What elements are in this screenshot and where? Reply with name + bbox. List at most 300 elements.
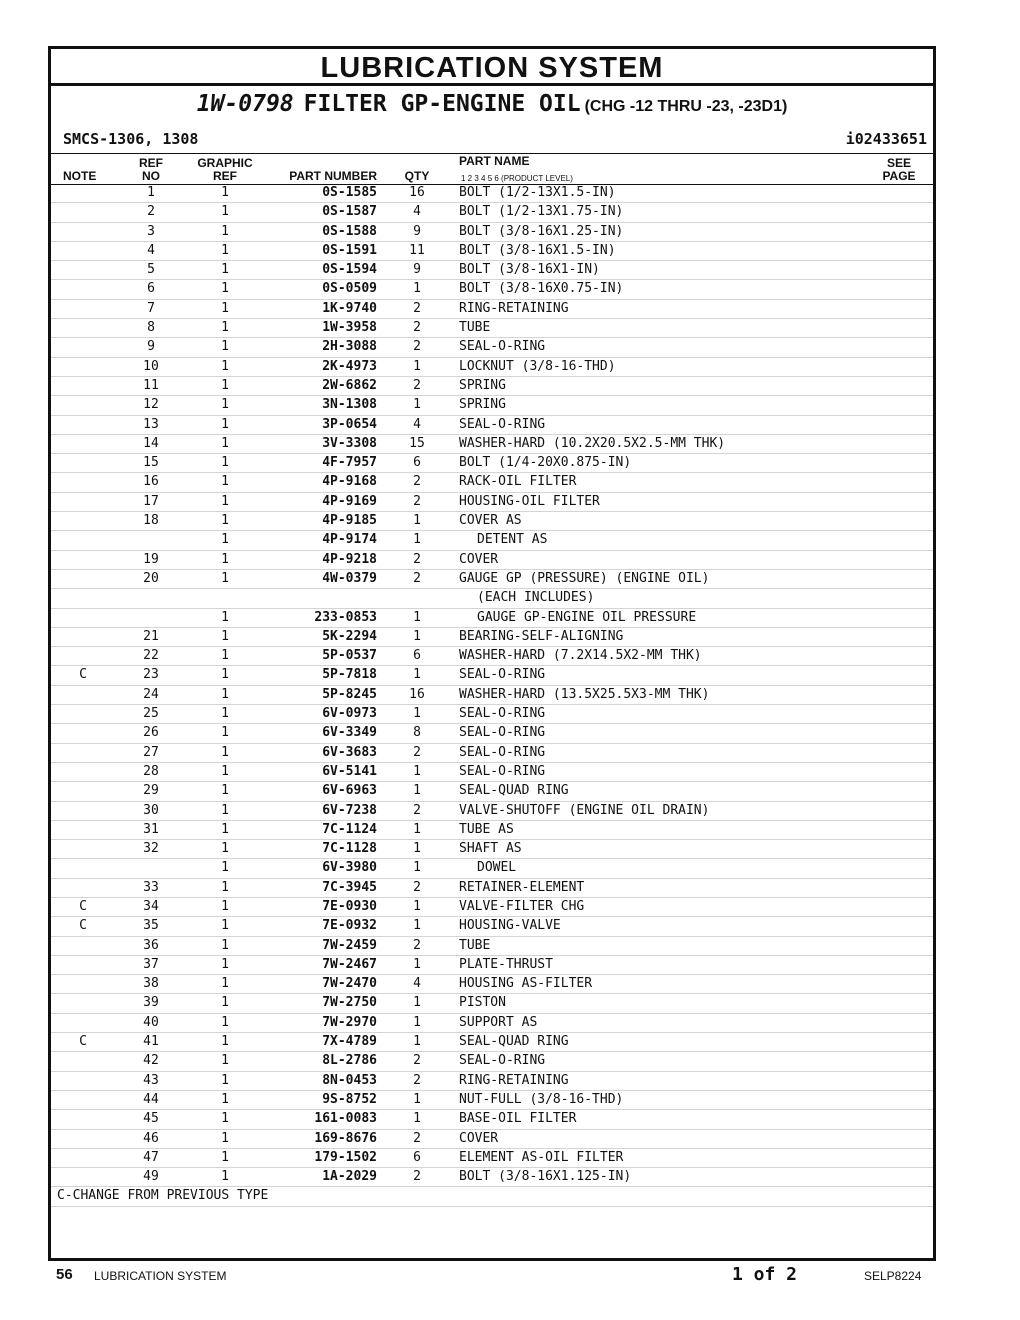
graphic-ref-cell: 1 [221, 802, 229, 818]
ref-no-cell: 21 [143, 628, 159, 644]
ref-no-cell: 9 [147, 339, 155, 355]
part-number-cell: 2H-3088 [322, 339, 377, 355]
ref-no-cell: 1 [147, 185, 155, 200]
graphic-ref-cell: 1 [221, 513, 229, 529]
ref-no-cell: 36 [143, 937, 159, 953]
graphic-ref-cell: 1 [221, 937, 229, 953]
ref-no-cell: 12 [143, 397, 159, 413]
table-row [51, 782, 933, 801]
graphic-ref-cell: 1 [221, 1072, 229, 1088]
part-number-cell: 1W-3958 [322, 320, 377, 336]
qty-cell: 2 [413, 802, 421, 818]
part-number-cell: 2K-4973 [322, 358, 377, 374]
qty-cell: 1 [413, 628, 421, 644]
ref-no-cell: 27 [143, 744, 159, 760]
part-name-cell: TUBE [459, 937, 491, 953]
table-row [51, 570, 933, 589]
table-row [51, 512, 933, 531]
part-name-cell: RING-RETAINING [459, 300, 569, 316]
ref-no-cell: 29 [143, 783, 159, 799]
part-number-cell: 6V-6963 [322, 783, 377, 799]
part-number-cell: 4P-9218 [322, 551, 377, 567]
qty-cell: 1 [413, 397, 421, 413]
header-see-bottom: PAGE [882, 169, 916, 183]
part-name-cell: BASE-OIL FILTER [459, 1111, 577, 1127]
parts-table-body [51, 184, 933, 1207]
part-name-cell: SEAL-O-RING [459, 416, 546, 432]
graphic-ref-cell: 1 [221, 532, 229, 548]
qty-cell: 1 [413, 898, 421, 914]
qty-cell: 1 [413, 783, 421, 799]
table-row [51, 802, 933, 821]
table-row [51, 763, 933, 782]
part-number-cell: 5K-2294 [322, 628, 377, 644]
table-row [51, 975, 933, 994]
graphic-ref-cell: 1 [221, 860, 229, 876]
table-row [51, 1091, 933, 1110]
ref-no-cell: 13 [143, 416, 159, 432]
part-name-cell: HOUSING AS-FILTER [459, 976, 593, 992]
part-name-cell: SPRING [459, 397, 506, 413]
qty-cell: 1 [413, 841, 421, 857]
qty-cell: 1 [413, 706, 421, 722]
part-name-cell: GAUGE GP-ENGINE OIL PRESSURE [477, 609, 697, 625]
ref-no-cell: 18 [143, 513, 159, 529]
part-name-cell: PLATE-THRUST [459, 956, 553, 972]
page-number: 56 [56, 1266, 73, 1283]
part-number-cell: 179-1502 [314, 1149, 377, 1165]
part-number-cell: 7W-2467 [322, 956, 377, 972]
ref-no-cell: 25 [143, 706, 159, 722]
part-number-cell: 4F-7957 [322, 455, 377, 471]
part-number-cell: 5P-7818 [322, 667, 377, 683]
ref-no-cell: 28 [143, 763, 159, 779]
graphic-ref-cell: 1 [221, 706, 229, 722]
qty-cell: 1 [413, 1091, 421, 1107]
ref-no-cell: 14 [143, 435, 159, 451]
graphic-ref-cell: 1 [221, 358, 229, 374]
part-number-cell: 0S-1594 [322, 262, 377, 278]
part-name-cell: BOLT (1/2-13X1.5-IN) [459, 185, 616, 200]
part-number-cell: 0S-0509 [322, 281, 377, 297]
header-graphic-bottom: REF [213, 169, 237, 183]
smcs-codes: SMCS-1306, 1308 [63, 130, 199, 148]
qty-cell: 1 [413, 860, 421, 876]
part-name-cell: HOUSING-OIL FILTER [459, 493, 600, 509]
ref-no-cell: 32 [143, 841, 159, 857]
table-row [51, 1072, 933, 1091]
part-name-cell: TUBE [459, 320, 491, 336]
qty-cell: 4 [413, 976, 421, 992]
graphic-ref-cell: 1 [221, 1053, 229, 1069]
graphic-ref-cell: 1 [221, 223, 229, 239]
graphic-ref-cell: 1 [221, 686, 229, 702]
part-name-cell: BOLT (1/4-20X0.875-IN) [459, 455, 632, 471]
qty-cell: 2 [413, 474, 421, 490]
graphic-ref-cell: 1 [221, 783, 229, 799]
header-product-level: 1 2 3 4 5 6 (PRODUCT LEVEL) [461, 174, 573, 183]
part-number-cell: 4P-9168 [322, 474, 377, 490]
part-name-cell: SHAFT AS [459, 841, 522, 857]
table-row [51, 473, 933, 492]
part-name-cell: (EACH INCLUDES) [477, 590, 595, 606]
ref-no-cell: 37 [143, 956, 159, 972]
part-number-cell: 7W-2970 [322, 1014, 377, 1030]
illustration-id: i02433651 [845, 130, 927, 148]
footer-section: LUBRICATION SYSTEM [94, 1269, 227, 1283]
table-row [51, 1149, 933, 1168]
table-row [51, 435, 933, 454]
ref-no-cell: 31 [143, 821, 159, 837]
qty-cell: 1 [413, 918, 421, 934]
graphic-ref-cell: 1 [221, 185, 229, 200]
table-row [51, 396, 933, 415]
header-graphic-top: GRAPHIC [197, 156, 253, 170]
part-number-cell: 8L-2786 [322, 1053, 377, 1069]
part-number-cell: 6V-7238 [322, 802, 377, 818]
ref-no-cell: 3 [147, 223, 155, 239]
qty-cell: 1 [413, 281, 421, 297]
ref-no-cell: 26 [143, 725, 159, 741]
header-part-number: PART NUMBER [289, 169, 377, 183]
ref-no-cell: 46 [143, 1130, 159, 1146]
qty-cell: 9 [413, 223, 421, 239]
header-qty: QTY [404, 169, 430, 183]
qty-cell: 2 [413, 339, 421, 355]
part-number-cell: 0S-1591 [322, 242, 377, 258]
table-row [51, 628, 933, 647]
part-number-cell: 4P-9185 [322, 513, 377, 529]
part-name-cell: ELEMENT AS-OIL FILTER [459, 1149, 624, 1165]
part-number-cell: 5P-0537 [322, 648, 377, 664]
part-name-cell: SEAL-O-RING [459, 339, 546, 355]
part-number-cell: 6V-3349 [322, 725, 377, 741]
footnote: C-CHANGE FROM PREVIOUS TYPE [57, 1188, 269, 1204]
graphic-ref-cell: 1 [221, 242, 229, 258]
group-part-number: 1W-0798 [196, 91, 294, 117]
page-of: 1 of 2 [732, 1264, 798, 1285]
ref-no-cell: 6 [147, 281, 155, 297]
part-number-cell: 7C-1128 [322, 841, 377, 857]
ref-no-cell: 39 [143, 995, 159, 1011]
table-row [51, 358, 933, 377]
table-header [51, 153, 933, 185]
qty-cell: 1 [413, 1014, 421, 1030]
part-name-cell: COVER [459, 551, 499, 567]
part-name-cell: COVER AS [459, 513, 522, 529]
part-number-cell: 3N-1308 [322, 397, 377, 413]
part-number-cell: 1A-2029 [322, 1169, 377, 1185]
serial-range: (CHG -12 THRU -23, -23D1) [584, 98, 788, 115]
table-row [51, 1168, 933, 1187]
graphic-ref-cell: 1 [221, 397, 229, 413]
table-row [51, 956, 933, 975]
part-number-cell: 2W-6862 [322, 377, 377, 393]
qty-cell: 1 [413, 821, 421, 837]
part-number-cell: 6V-5141 [322, 763, 377, 779]
ref-no-cell: 11 [143, 377, 159, 393]
ref-no-cell: 45 [143, 1111, 159, 1127]
qty-cell: 2 [413, 377, 421, 393]
table-row [51, 184, 933, 203]
ref-no-cell: 44 [143, 1091, 159, 1107]
qty-cell: 15 [409, 435, 425, 451]
qty-cell: 1 [413, 358, 421, 374]
part-name-cell: PISTON [459, 995, 506, 1011]
graphic-ref-cell: 1 [221, 898, 229, 914]
graphic-ref-cell: 1 [221, 570, 229, 586]
graphic-ref-cell: 1 [221, 300, 229, 316]
part-name-cell: BEARING-SELF-ALIGNING [459, 628, 624, 644]
graphic-ref-cell: 1 [221, 474, 229, 490]
part-name-cell: SEAL-O-RING [459, 706, 546, 722]
part-number-cell: 6V-0973 [322, 706, 377, 722]
part-name-cell: DETENT AS [477, 532, 548, 548]
group-name: FILTER GP-ENGINE OIL [303, 91, 581, 117]
part-name-cell: SEAL-O-RING [459, 725, 546, 741]
graphic-ref-cell: 1 [221, 628, 229, 644]
qty-cell: 1 [413, 763, 421, 779]
qty-cell: 2 [413, 300, 421, 316]
table-row [51, 879, 933, 898]
part-name-cell: BOLT (1/2-13X1.75-IN) [459, 204, 624, 220]
part-name-cell: COVER [459, 1130, 499, 1146]
qty-cell: 2 [413, 879, 421, 895]
graphic-ref-cell: 1 [221, 1149, 229, 1165]
page-title: LUBRICATION SYSTEM [51, 49, 933, 86]
qty-cell: 1 [413, 532, 421, 548]
table-row [51, 261, 933, 280]
part-number-cell: 233-0853 [314, 609, 377, 625]
part-name-cell: GAUGE GP (PRESSURE) (ENGINE OIL) [459, 570, 710, 586]
qty-cell: 16 [409, 686, 425, 702]
part-name-cell: BOLT (3/8-16X1.125-IN) [459, 1169, 632, 1185]
graphic-ref-cell: 1 [221, 918, 229, 934]
group-heading [51, 91, 933, 117]
table-row [51, 589, 933, 608]
ref-no-cell: 43 [143, 1072, 159, 1088]
table-row [51, 647, 933, 666]
qty-cell: 2 [413, 320, 421, 336]
qty-cell: 1 [413, 956, 421, 972]
parts-list-frame [48, 46, 936, 1261]
ref-no-cell: 5 [147, 262, 155, 278]
table-row [51, 203, 933, 222]
part-number-cell: 169-8676 [314, 1130, 377, 1146]
qty-cell: 1 [413, 995, 421, 1011]
part-number-cell: 7C-3945 [322, 879, 377, 895]
table-row [51, 319, 933, 338]
header-see-top: SEE [886, 156, 911, 170]
graphic-ref-cell: 1 [221, 763, 229, 779]
ref-no-cell: 7 [147, 300, 155, 316]
ref-no-cell: 24 [143, 686, 159, 702]
graphic-ref-cell: 1 [221, 1034, 229, 1050]
table-row [51, 377, 933, 396]
qty-cell: 2 [413, 493, 421, 509]
header-ref-bottom: NO [142, 169, 160, 183]
ref-no-cell: 34 [143, 898, 159, 914]
part-name-cell: BOLT (3/8-16X1.25-IN) [459, 223, 624, 239]
graphic-ref-cell: 1 [221, 435, 229, 451]
table-row [51, 1052, 933, 1071]
graphic-ref-cell: 1 [221, 821, 229, 837]
part-name-cell: SPRING [459, 377, 506, 393]
qty-cell: 1 [413, 1034, 421, 1050]
qty-cell: 2 [413, 937, 421, 953]
graphic-ref-cell: 1 [221, 1130, 229, 1146]
table-row [51, 917, 933, 936]
qty-cell: 1 [413, 1111, 421, 1127]
graphic-ref-cell: 1 [221, 976, 229, 992]
part-number-cell: 6V-3980 [322, 860, 377, 876]
qty-cell: 2 [413, 1072, 421, 1088]
graphic-ref-cell: 1 [221, 667, 229, 683]
graphic-ref-cell: 1 [221, 1111, 229, 1127]
graphic-ref-cell: 1 [221, 204, 229, 220]
part-name-cell: WASHER-HARD (7.2X14.5X2-MM THK) [459, 648, 702, 664]
table-row [51, 840, 933, 859]
ref-no-cell: 42 [143, 1053, 159, 1069]
ref-no-cell: 20 [143, 570, 159, 586]
graphic-ref-cell: 1 [221, 1169, 229, 1185]
part-number-cell: 7E-0930 [322, 898, 377, 914]
part-number-cell: 4W-0379 [322, 570, 377, 586]
table-row [51, 821, 933, 840]
graphic-ref-cell: 1 [221, 281, 229, 297]
ref-no-cell: 23 [143, 667, 159, 683]
header-ref-top: REF [139, 156, 163, 170]
table-row [51, 223, 933, 242]
qty-cell: 9 [413, 262, 421, 278]
table-row [51, 705, 933, 724]
doc-id: SELP8224 [864, 1269, 922, 1283]
header-note: NOTE [63, 169, 97, 183]
part-number-cell: 3V-3308 [322, 435, 377, 451]
table-row [51, 1033, 933, 1052]
qty-cell: 2 [413, 1169, 421, 1185]
graphic-ref-cell: 1 [221, 339, 229, 355]
graphic-ref-cell: 1 [221, 841, 229, 857]
part-name-cell: SUPPORT AS [459, 1014, 538, 1030]
part-number-cell: 1K-9740 [322, 300, 377, 316]
table-row [51, 416, 933, 435]
note-cell: C [79, 667, 87, 683]
graphic-ref-cell: 1 [221, 262, 229, 278]
table-row [51, 1110, 933, 1129]
graphic-ref-cell: 1 [221, 416, 229, 432]
qty-cell: 6 [413, 648, 421, 664]
qty-cell: 2 [413, 551, 421, 567]
part-number-cell: 5P-8245 [322, 686, 377, 702]
part-number-cell: 0S-1587 [322, 204, 377, 220]
qty-cell: 1 [413, 513, 421, 529]
ref-no-cell: 15 [143, 455, 159, 471]
graphic-ref-cell: 1 [221, 879, 229, 895]
part-number-cell: 7W-2459 [322, 937, 377, 953]
graphic-ref-cell: 1 [221, 1091, 229, 1107]
ref-no-cell: 2 [147, 204, 155, 220]
graphic-ref-cell: 1 [221, 744, 229, 760]
part-name-cell: WASHER-HARD (10.2X20.5X2.5-MM THK) [459, 435, 726, 451]
ref-no-cell: 38 [143, 976, 159, 992]
qty-cell: 2 [413, 1130, 421, 1146]
part-name-cell: VALVE-FILTER CHG [459, 898, 585, 914]
part-number-cell: 0S-1585 [322, 185, 377, 200]
qty-cell: 11 [409, 242, 425, 258]
part-name-cell: SEAL-O-RING [459, 763, 546, 779]
table-row [51, 994, 933, 1013]
qty-cell: 2 [413, 570, 421, 586]
table-row [51, 609, 933, 628]
graphic-ref-cell: 1 [221, 1014, 229, 1030]
part-number-cell: 7C-1124 [322, 821, 377, 837]
part-name-cell: VALVE-SHUTOFF (ENGINE OIL DRAIN) [459, 802, 710, 818]
table-row [51, 551, 933, 570]
graphic-ref-cell: 1 [221, 956, 229, 972]
part-name-cell: BOLT (3/8-16X1.5-IN) [459, 242, 616, 258]
table-row [51, 898, 933, 917]
graphic-ref-cell: 1 [221, 455, 229, 471]
part-name-cell: SEAL-O-RING [459, 1053, 546, 1069]
ref-no-cell: 35 [143, 918, 159, 934]
table-row [51, 493, 933, 512]
qty-cell: 6 [413, 455, 421, 471]
table-row [51, 666, 933, 685]
qty-cell: 16 [409, 185, 425, 200]
ref-no-cell: 47 [143, 1149, 159, 1165]
graphic-ref-cell: 1 [221, 493, 229, 509]
table-row [51, 1130, 933, 1149]
graphic-ref-cell: 1 [221, 609, 229, 625]
table-row [51, 724, 933, 743]
ref-no-cell: 10 [143, 358, 159, 374]
note-cell: C [79, 918, 87, 934]
table-row [51, 300, 933, 319]
part-number-cell: 4P-9169 [322, 493, 377, 509]
qty-cell: 2 [413, 1053, 421, 1069]
part-name-cell: DOWEL [477, 860, 517, 876]
qty-cell: 8 [413, 725, 421, 741]
part-name-cell: RACK-OIL FILTER [459, 474, 577, 490]
part-number-cell: 8N-0453 [322, 1072, 377, 1088]
ref-no-cell: 33 [143, 879, 159, 895]
table-row [51, 686, 933, 705]
table-row [51, 937, 933, 956]
note-cell: C [79, 1034, 87, 1050]
ref-no-cell: 19 [143, 551, 159, 567]
qty-cell: 4 [413, 204, 421, 220]
part-name-cell: SEAL-O-RING [459, 667, 546, 683]
part-number-cell: 3P-0654 [322, 416, 377, 432]
table-row [51, 744, 933, 763]
part-name-cell: HOUSING-VALVE [459, 918, 561, 934]
table-row [51, 280, 933, 299]
graphic-ref-cell: 1 [221, 648, 229, 664]
ref-no-cell: 17 [143, 493, 159, 509]
ref-no-cell: 49 [143, 1169, 159, 1185]
table-row [51, 338, 933, 357]
part-name-cell: BOLT (3/8-16X1-IN) [459, 262, 600, 278]
part-number-cell: 4P-9174 [322, 532, 377, 548]
ref-no-cell: 22 [143, 648, 159, 664]
part-name-cell: NUT-FULL (3/8-16-THD) [459, 1091, 624, 1107]
part-number-cell: 0S-1588 [322, 223, 377, 239]
graphic-ref-cell: 1 [221, 551, 229, 567]
qty-cell: 1 [413, 667, 421, 683]
ref-no-cell: 30 [143, 802, 159, 818]
qty-cell: 4 [413, 416, 421, 432]
